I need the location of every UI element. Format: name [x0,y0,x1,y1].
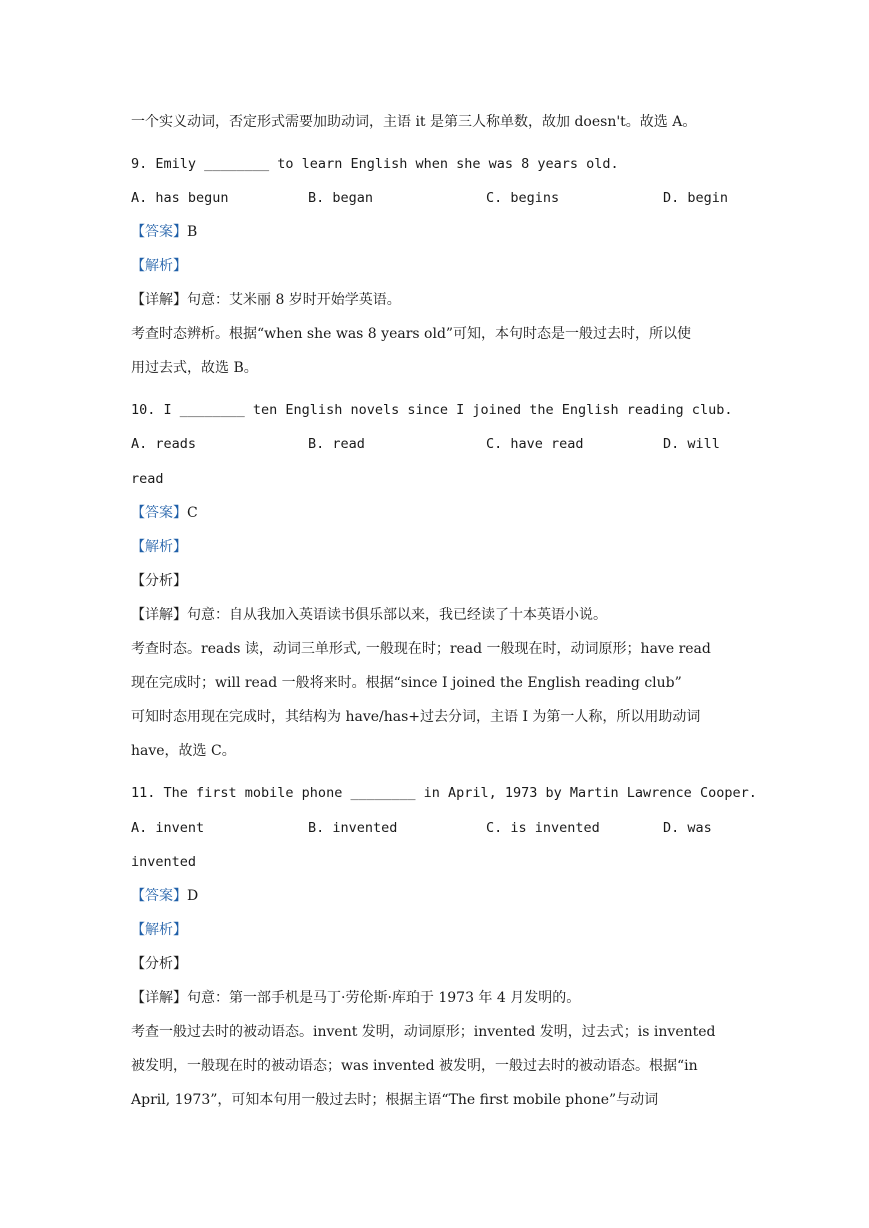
q10-option-d-wrap: read [131,471,164,487]
q9-option-c: C. begins [486,190,560,206]
q11-explain-1: 考查一般过去时的被动语态。invent 发明，动词原形；invented 发明，过去式；is invented [131,1024,716,1040]
q9-explain-2: 用过去式，故选 B。 [131,360,258,376]
detail-text: 句意：自从我加入英语读书俱乐部以来，我已经读了十本英语小说。 [187,607,607,623]
q10-option-d: D. will [663,436,720,452]
q10-explain-3: 可知时态用现在完成时，其结构为 have/has+过去分词，主语 I 为第一人称，所以用助动词 [131,709,701,725]
q11-detail [131,988,738,1008]
q11-option-c: C. is invented [486,820,600,836]
analysis-tag: 【解析】 [131,258,187,274]
q10-explain-2: 现在完成时；will read 一般将来时。根据“since I joined the English reading club” [131,675,682,691]
q10-fenxi-tag: 【分析】 [131,573,187,589]
q10-option-a: A. reads [131,436,197,452]
q9-option-b: B. began [308,190,374,206]
q10-analysis-tag [131,537,738,557]
detail-text: 句意：第一部手机是马丁·劳伦斯·库珀于 1973 年 4 月发明的。 [187,990,581,1006]
answer-value: B [187,224,198,240]
q10-detail [131,605,738,625]
q10-explain-4: have，故选 C。 [131,743,236,759]
answer-tag: 【答案】 [131,224,187,240]
q10-option-b: B. read [308,436,365,452]
question-10-stem: 10. I ________ ten English novels since I joined the English reading club. [131,402,733,418]
detail-tag: 【详解】 [131,292,187,308]
answer-value: C [187,505,198,521]
q9-detail [131,290,738,310]
detail-tag: 【详解】 [131,607,187,623]
q10-answer [131,503,738,523]
q10-option-c: C. have read [486,436,584,452]
q11-option-a: A. invent [131,820,205,836]
analysis-tag: 【解析】 [131,922,187,938]
q11-option-d: D. was [663,820,712,836]
q9-explain-1: 考查时态辨析。根据“when she was 8 years old”可知，本句时态是一般过去时，所以使 [131,326,692,342]
q11-analysis-tag [131,920,738,940]
q9-option-d: D. begin [663,190,729,206]
q11-option-b: B. invented [308,820,398,836]
q9-option-a: A. has begun [131,190,229,206]
q11-explain-3: April, 1973”，可知本句用一般过去时；根据主语“The first mobile phone”与动词 [131,1092,659,1108]
q11-explain-2: 被发明，一般现在时的被动语态；was invented 被发明，一般过去时的被动语态。根据“in [131,1058,698,1074]
q9-analysis-tag [131,256,738,276]
q11-option-d-wrap: invented [131,854,197,870]
detail-text: 句意：艾米丽 8 岁时开始学英语。 [187,292,401,308]
intro-text: 一个实义动词，否定形式需要加助动词，主语 it 是第三人称单数，故加 doesn't。故选 A。 [131,114,697,130]
analysis-tag: 【解析】 [131,539,187,555]
q9-answer [131,222,738,242]
answer-tag: 【答案】 [131,888,187,904]
answer-tag: 【答案】 [131,505,187,521]
detail-tag: 【详解】 [131,990,187,1006]
q11-answer [131,886,738,906]
answer-value: D [187,888,199,904]
q11-fenxi-tag: 【分析】 [131,956,187,972]
question-9-stem: 9. Emily ________ to learn English when she was 8 years old. [131,156,619,172]
question-11-stem: 11. The first mobile phone ________ in April, 1973 by Martin Lawrence Cooper. [131,785,757,801]
q10-explain-1: 考查时态。reads 读，动词三单形式, 一般现在时；read 一般现在时，动词原形；have read [131,641,711,657]
